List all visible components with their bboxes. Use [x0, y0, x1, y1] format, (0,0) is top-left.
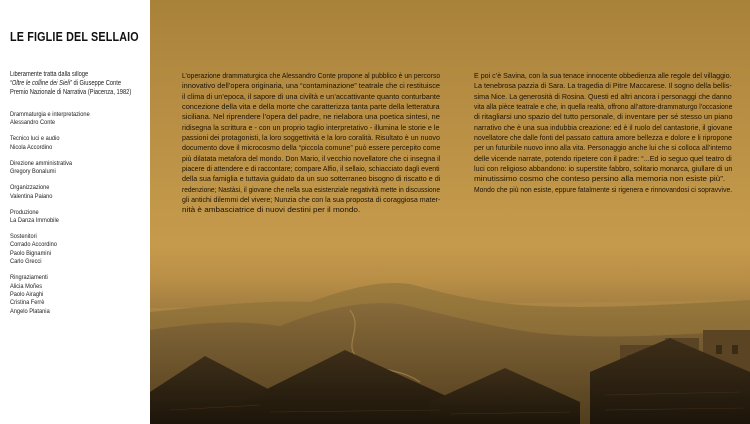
credits-column	[0, 0, 150, 424]
source-line-1: Liberamente tratta dalla silloge	[10, 71, 89, 78]
text-line: E poi c’è Savina, con la sua tenace innocente obbedienza alle regole del villaggio.	[474, 72, 732, 80]
text-line: novellatore che dalle fonti del passato cattura amore bellezza e dolore e li ripropone	[474, 134, 733, 143]
text-line: di ritagliarsi uno spazio del tutto personale, di inventare per sé stesso un piano	[474, 113, 733, 122]
credit-name: Corrado Accordino	[10, 241, 57, 249]
credit-role: Drammaturgia e interpretazione	[10, 111, 90, 118]
source-line-3: Premio Nazionale di Narrativa (Piacenza, 1982)	[10, 89, 132, 96]
book-author: di Giuseppe Conte	[71, 80, 122, 87]
text-line: documento dove il microcosmo della “piccola comune” può essere percepito come	[182, 144, 441, 153]
credit-block	[10, 209, 130, 226]
credit-block	[10, 184, 130, 201]
text-line: La tenebrosa pazzia di Sara. La tragedia di Pitre Maccarese. Il sogno della bellis-	[474, 82, 732, 91]
credit-block	[10, 160, 130, 177]
credit-name: Gregory Bonalumi	[10, 168, 56, 176]
credit-role: Direzione amministrativa	[10, 159, 73, 167]
text-line: innovativo dell’opera originaria, una “contaminazione” teatrale che ci restituisce	[182, 82, 441, 91]
credit-name: Valentina Paiano	[10, 192, 53, 200]
credit-block	[10, 111, 130, 128]
credit-name: Angelo Platania	[10, 307, 50, 315]
credit-name: Nicola Accordino	[10, 143, 53, 151]
credit-block	[10, 233, 130, 267]
text-line: della sua famiglia e tuttavia guidato da un suo sotterraneo bisogno di riscatto e di	[182, 175, 441, 184]
article-column-1	[182, 71, 440, 216]
text-line: nità è ambasciatrice di nuovi destini per il mondo.	[182, 206, 361, 215]
credit-role: Organizzazione	[10, 184, 50, 192]
credit-role: Ringraziamenti	[10, 274, 48, 282]
credit-role: Tecnico luci e audio	[10, 135, 60, 143]
page-title: LE FIGLIE DEL SELLAIO	[10, 30, 139, 44]
text-line: il clima di un’epoca, il sapore di una civiltà e un’accattivante quanto conturbante	[182, 92, 441, 101]
text-line: redenzione; Nastàsi, il giovane che nella sua esistenziale negatività mette in discussione	[182, 185, 441, 194]
text-line: gli antichi dilemmi del vivere; Nunzia che con la sua proposta di coraggiosa mater-	[182, 196, 441, 205]
source-line-2	[10, 79, 154, 88]
credit-name: Paolo Airaghi	[10, 291, 44, 299]
text-line: L’operazione drammaturgica che Alessandro Conte propone al pubblico è un percorso	[182, 72, 441, 80]
landscape-photo-panel	[150, 0, 750, 424]
text-line: per un futuribile nuovo inno alla vita. Personaggio anche lui che si colloca all’interno	[474, 144, 732, 153]
text-line: minutissimo cosmo che conteso persino alla memoria non esiste più”.	[474, 175, 726, 184]
text-line: siciliana. Nel riprendere l’opera del padre, ne rielabora una poetica sintesi, ne	[182, 113, 440, 122]
credit-name: Carlo Grecci	[10, 258, 42, 266]
credits-list	[10, 111, 150, 316]
credit-name: Paolo Bignamini	[10, 249, 51, 257]
article-column-2	[474, 71, 732, 195]
credit-name: Alicia Moñes	[10, 282, 43, 290]
text-line: concezione della vita e della morte che caratterizza tanta parte della letteratura	[182, 103, 440, 112]
text-line: Mondo che più non esiste, eppure fatalmente si rigenera e rinnovandosi ci sopravvive.	[474, 185, 733, 194]
text-line: ridisegna la scrittura e - con un proprio taglio interpretativo - illumina le storie e le	[182, 123, 440, 132]
credit-role: Sostenitori	[10, 233, 37, 241]
credit-role: Produzione	[10, 208, 39, 216]
text-line: passioni dei protagonisti, la loro soggettività e la loro coralità. Risultato è un nuovo	[182, 134, 440, 143]
book-title: “Oltre le colline dei Sieli”	[10, 80, 72, 87]
credit-block	[10, 274, 130, 316]
text-line: delle vicende narrate, potendo ripetere con il padre: “...Ed io seguo quel teatro di	[474, 154, 732, 163]
credit-name: Alessandro Conte	[10, 119, 56, 127]
credit-name: La Danza Immobile	[10, 217, 59, 225]
text-line: sima Nice. La generosità di Rosina. Questi ed altri ancora i personaggi che danno	[474, 92, 732, 101]
credit-block	[10, 135, 130, 152]
source-note	[10, 70, 154, 97]
text-line: più dilatata metafora del mondo. Don Mario, il vecchio novellatore che ci insegna il	[182, 154, 441, 163]
credit-name: Cristina Ferrè	[10, 299, 45, 307]
text-line: luci con religioso abbandono: io superstite fabbro, solitario monarca, giullare di un	[474, 165, 733, 174]
text-line: piacere di attendere e di raccontare; compare Alfio, il sellaio, schiacciato dagli eventi	[182, 165, 440, 174]
text-line: narrativo che è una sua indubbia creazione: ed è il ruolo del cantastorie, il giovane	[474, 123, 733, 132]
text-line: vita alla pièce teatrale e che, in quella realtà, offrono all’attore-drammaturgo l’occasione	[474, 103, 733, 112]
